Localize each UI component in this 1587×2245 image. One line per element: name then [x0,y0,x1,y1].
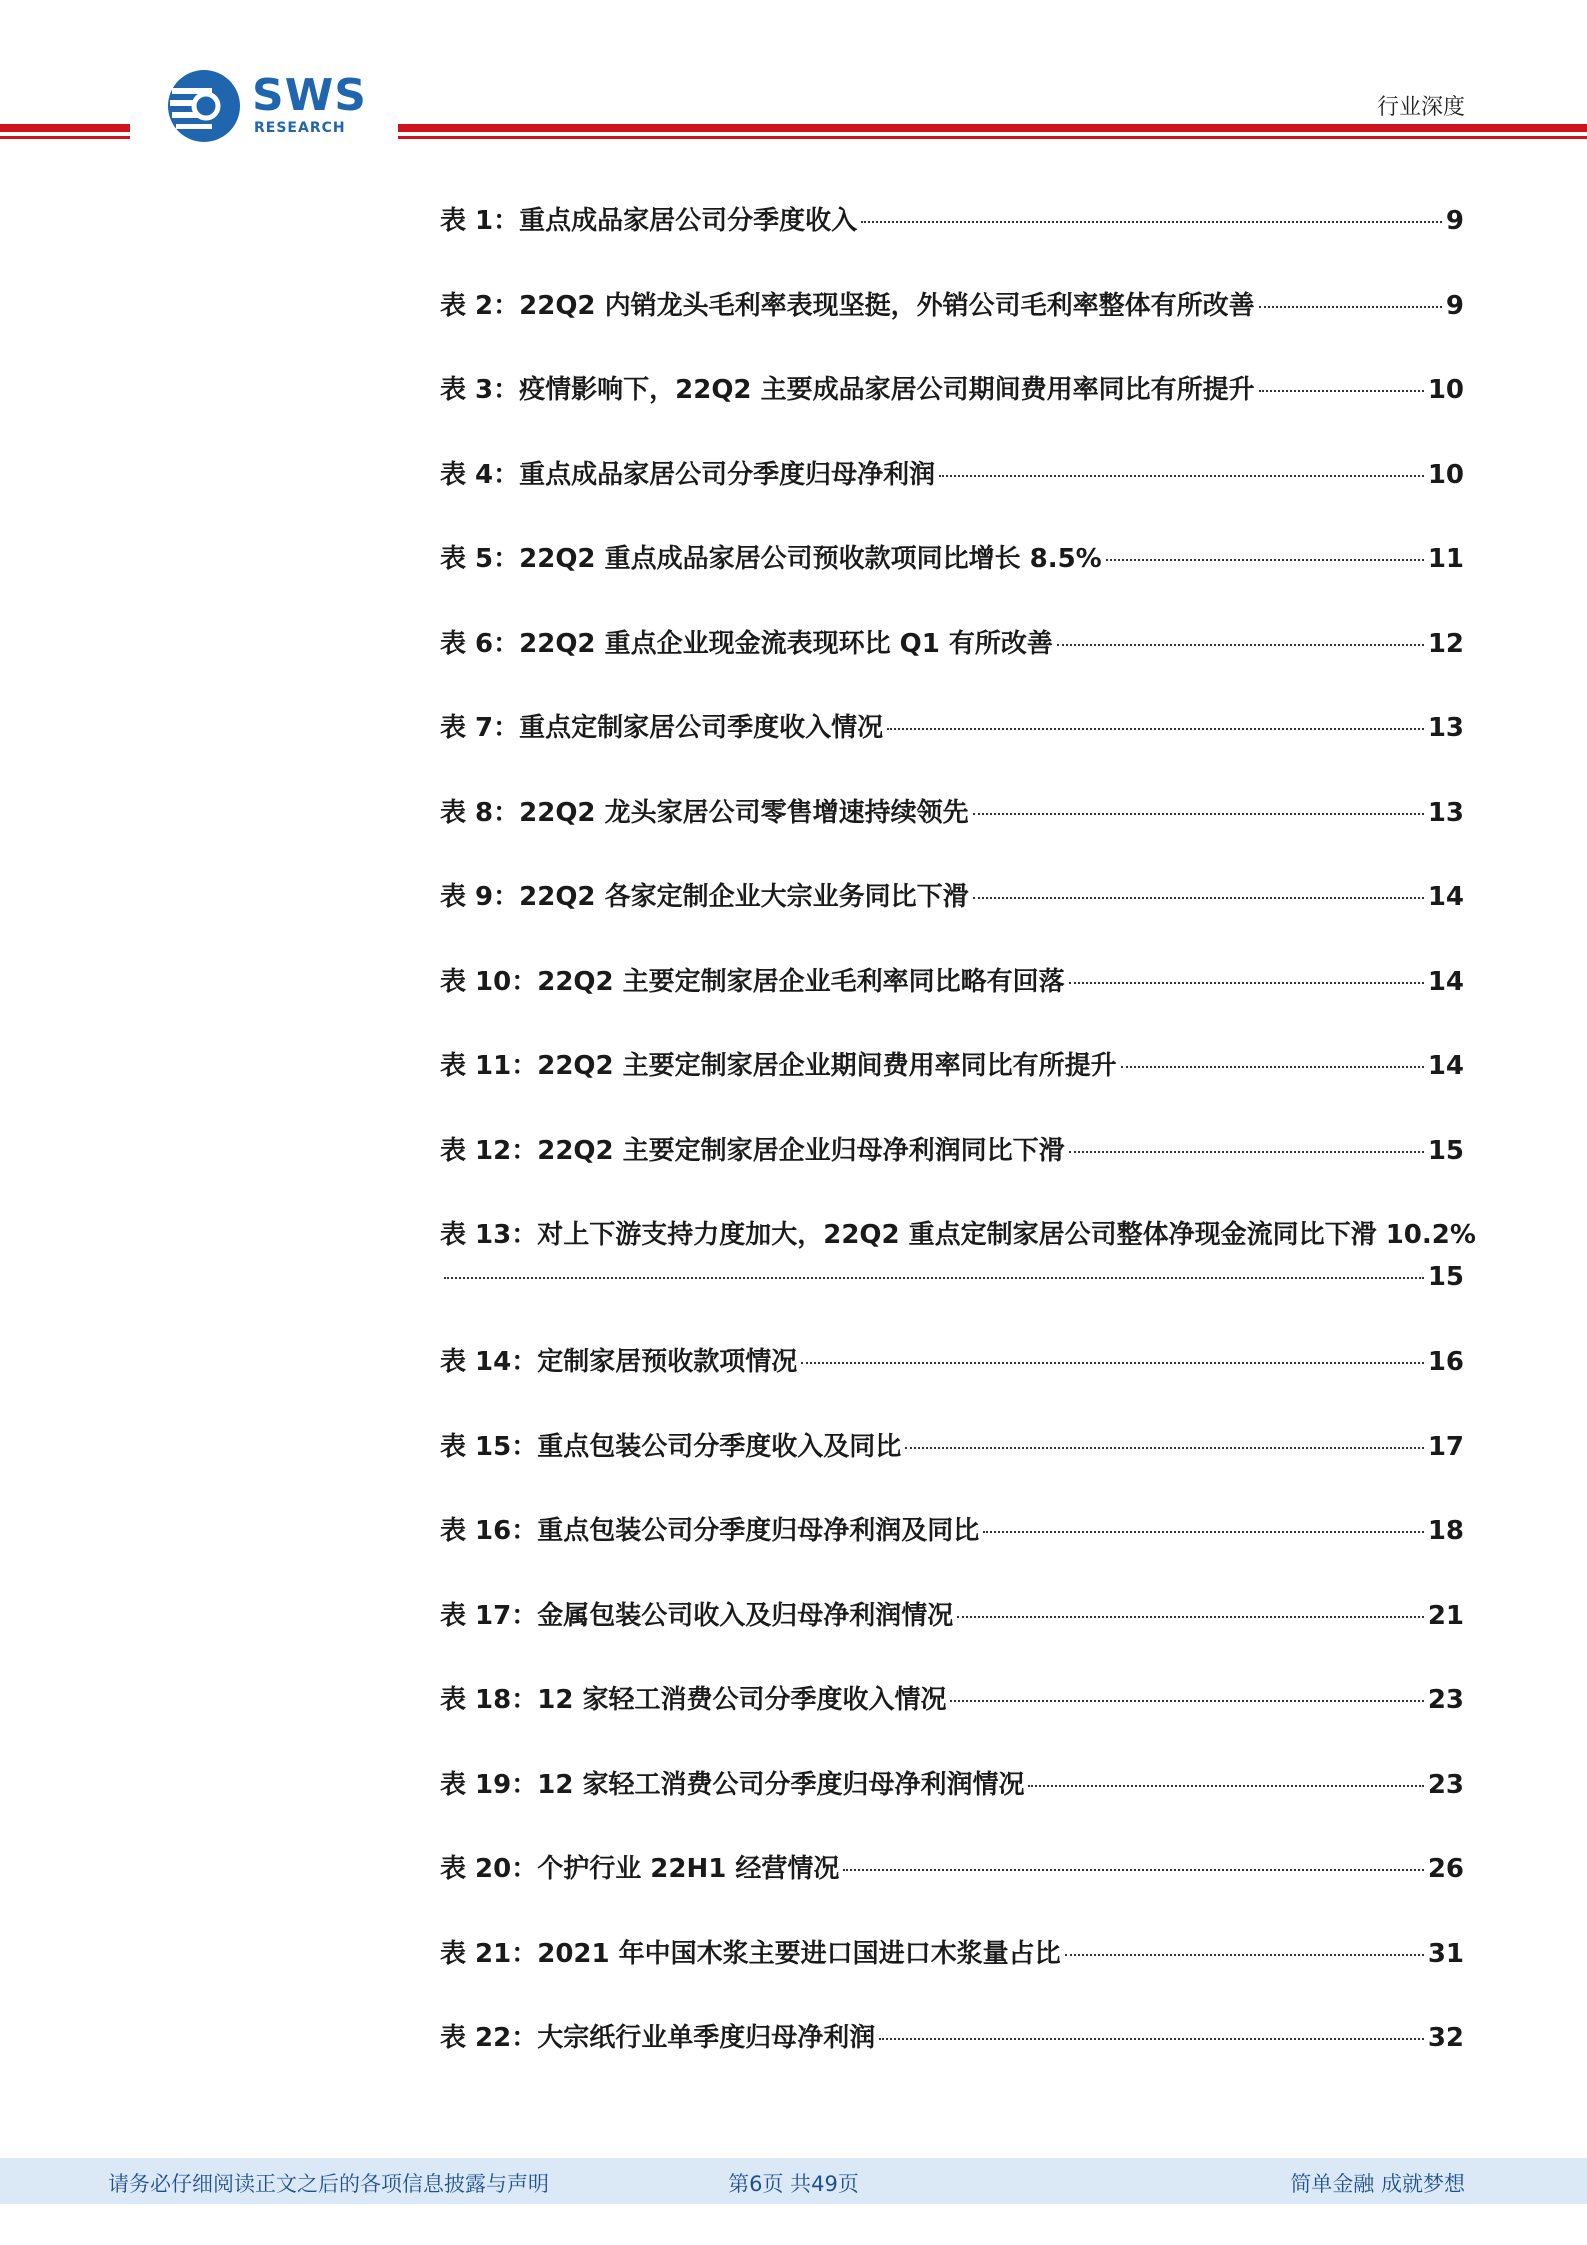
toc-entry-title: 表 10：22Q2 主要定制家居企业毛利率同比略有回落 [440,966,1065,997]
toc-entry-title: 表 9：22Q2 各家定制企业大宗业务同比下滑 [440,882,969,912]
toc-dot-leader [1065,1954,1424,1956]
toc-entry[interactable] [440,703,1464,788]
toc-entry-page: 14 [1427,882,1464,912]
toc-entry-page: 9 [1445,206,1464,236]
toc-entry-title: 表 6：22Q2 重点企业现金流表现环比 Q1 有所改善 [440,628,1053,659]
toc-entry[interactable] [440,450,1464,535]
toc-entry[interactable] [440,1041,1464,1126]
toc-entry[interactable] [440,1422,1464,1507]
toc-entry-page: 23 [1427,1685,1464,1715]
toc-entry-title: 表 11：22Q2 主要定制家居企业期间费用率同比有所提升 [440,1051,1117,1081]
toc-entry[interactable] [440,1591,1464,1676]
toc-entry-page: 13 [1427,797,1464,828]
toc-entry[interactable] [440,1675,1464,1760]
toc-dot-leader [983,1531,1424,1533]
toc-entry-page: 15 [1427,1262,1464,1292]
toc-dot-leader [1106,559,1424,561]
toc-entry-title: 表 21：2021 年中国木浆主要进口国进口木浆量占比 [440,1938,1061,1969]
toc-entry[interactable] [440,534,1464,619]
toc-dot-leader [939,475,1424,477]
toc-entry[interactable] [440,1760,1464,1845]
toc-dot-leader [861,221,1442,223]
toc-dot-leader [1259,306,1442,308]
toc-entry-title: 表 4：重点成品家居公司分季度归母净利润 [440,459,936,490]
toc-entry-title: 表 12：22Q2 主要定制家居企业归母净利润同比下滑 [440,1135,1065,1166]
page-footer [0,2158,1587,2204]
toc-entry-title: 表 14：定制家居预收款项情况 [440,1347,798,1377]
toc-dot-leader [1069,1151,1424,1153]
toc-dot-leader [905,1447,1424,1449]
toc-entry-title: 表 8：22Q2 龙头家居公司零售增速持续领先 [440,797,969,828]
toc-entry[interactable] [440,872,1464,957]
toc-entry-title: 表 13：对上下游支持力度加大，22Q2 重点定制家居公司整体净现金流同比下滑 10.2% [440,1220,1476,1250]
toc-entry-title: 表 1：重点成品家居公司分季度收入 [440,206,858,236]
toc-entry-page: 11 [1427,544,1464,574]
toc-dot-leader [973,813,1424,815]
toc-entry-title: 表 3：疫情影响下，22Q2 主要成品家居公司期间费用率同比有所提升 [440,375,1255,405]
toc-dot-leader [957,1616,1424,1618]
footer-disclaimer: 请务必仔细阅读正文之后的各项信息披露与声明 [108,2172,549,2196]
toc-dot-leader [887,728,1424,730]
toc-dot-leader [950,1700,1423,1702]
toc-entry-page: 9 [1445,290,1464,321]
toc-entry-title: 表 15：重点包装公司分季度收入及同比 [440,1431,902,1462]
toc-entry-page: 10 [1427,375,1464,405]
page-header [0,0,1587,160]
toc-entry[interactable] [440,1126,1464,1211]
header-rule-right-thin [398,136,1587,139]
footer-slogan: 简单金融 成就梦想 [1290,2172,1465,2196]
header-rule-right [398,124,1587,132]
toc-entry-page: 21 [1427,1600,1464,1631]
toc-entry-page: 17 [1427,1431,1464,1462]
header-rule-left-thin [0,136,130,139]
toc-entry-title: 表 22：大宗纸行业单季度归母净利润 [440,2023,876,2053]
toc-entry-page: 13 [1427,713,1464,743]
toc-entry[interactable] [440,788,1464,873]
toc-dot-leader [444,1277,1424,1279]
sws-logo [166,64,380,148]
toc-dot-leader [1057,644,1424,646]
toc-entry-title: 表 16：重点包装公司分季度归母净利润及同比 [440,1516,980,1546]
toc-entry-page: 14 [1427,1051,1464,1081]
toc-entry[interactable] [440,1506,1464,1591]
section-label: 行业深度 [1376,95,1465,120]
toc-entry-title: 表 5：22Q2 重点成品家居公司预收款项同比增长 8.5% [440,544,1102,574]
footer-page-info: 第6页 共49页 [728,2172,859,2196]
toc-entry[interactable] [440,281,1464,366]
toc-entry[interactable] [440,1210,1476,1337]
toc-entry-page: 12 [1427,628,1464,659]
toc-entry[interactable] [440,1929,1464,2014]
logo-text: SWS [252,70,367,121]
sws-logo-icon [166,68,242,144]
toc-entry[interactable] [440,957,1464,1042]
toc-entry-title: 表 19：12 家轻工消费公司分季度归母净利润情况 [440,1769,1025,1800]
toc-entry-title: 表 7：重点定制家居公司季度收入情况 [440,713,884,743]
toc-entry-page: 26 [1427,1854,1464,1884]
toc-entry-title: 表 17：金属包装公司收入及归母净利润情况 [440,1600,954,1631]
toc-entry-page: 23 [1427,1769,1464,1800]
toc-entry-page: 10 [1427,459,1464,490]
toc-entry-page: 18 [1427,1516,1464,1546]
toc-entry[interactable] [440,619,1464,704]
toc-dot-leader [973,897,1424,899]
logo-subtext: RESEARCH [254,120,346,136]
toc-entry-title: 表 2：22Q2 内销龙头毛利率表现坚挺，外销公司毛利率整体有所改善 [440,290,1255,321]
toc-entry-page: 15 [1427,1135,1464,1166]
toc-entry[interactable] [440,196,1464,281]
toc-entry-title: 表 18：12 家轻工消费公司分季度收入情况 [440,1685,947,1715]
header-rule-left [0,124,130,132]
toc-dot-leader [1259,390,1424,392]
toc-entry[interactable] [440,1337,1464,1422]
toc-dot-leader [1028,1785,1423,1787]
table-of-tables [440,196,1476,2098]
toc-dot-leader [843,1869,1423,1871]
toc-entry-page: 14 [1427,966,1464,997]
toc-entry-page: 16 [1427,1347,1464,1377]
toc-dot-leader [801,1362,1424,1364]
toc-dot-leader [879,2038,1424,2040]
toc-entry[interactable] [440,1844,1464,1929]
toc-entry-page: 31 [1427,1938,1464,1969]
toc-dot-leader [1069,982,1424,984]
toc-dot-leader [1121,1066,1424,1068]
toc-entry-title: 表 20：个护行业 22H1 经营情况 [440,1854,840,1884]
toc-entry[interactable] [440,365,1464,450]
toc-entry[interactable] [440,2013,1464,2098]
toc-entry-page: 32 [1427,2023,1464,2053]
